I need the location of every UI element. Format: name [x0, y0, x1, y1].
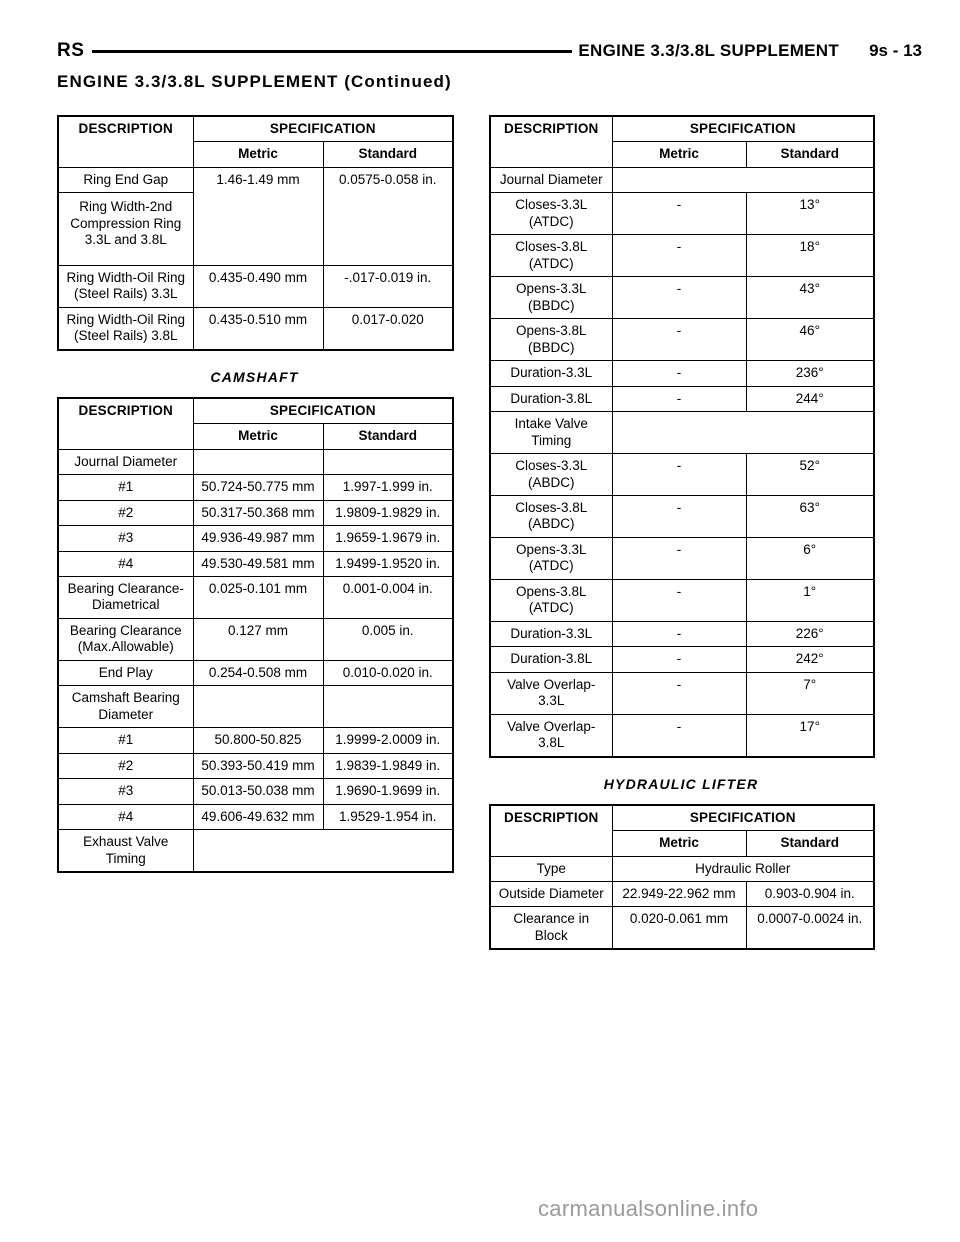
row-description: #3 — [58, 526, 193, 551]
row-metric: 50.013-50.038 mm — [193, 779, 323, 804]
table-row — [58, 449, 453, 474]
row-metric: 50.724-50.775 mm — [193, 475, 323, 500]
row-standard — [323, 449, 453, 474]
row-metric: 49.530-49.581 mm — [193, 551, 323, 576]
row-description: #3 — [58, 779, 193, 804]
hydraulic-lifter-table — [489, 804, 875, 951]
row-standard: 1.9809-1.9829 in. — [323, 500, 453, 525]
row-description: Ring Width-2nd Compression Ring 3.3L and 3.8L — [58, 193, 193, 265]
table-row — [58, 500, 453, 525]
row-description: Duration-3.8L — [490, 647, 612, 672]
row-merged-value: Hydraulic Roller — [612, 856, 874, 881]
row-description: Valve Overlap-3.8L — [490, 714, 612, 756]
row-metric: - — [612, 235, 746, 277]
col-header-standard: Standard — [746, 142, 874, 167]
row-description: #4 — [58, 804, 193, 829]
running-header — [57, 38, 923, 64]
row-standard: 0.005 in. — [323, 618, 453, 660]
table-row — [490, 621, 874, 646]
table-row — [58, 686, 453, 728]
row-metric: - — [612, 495, 746, 537]
row-standard: 0.010-0.020 in. — [323, 660, 453, 685]
left-column — [57, 115, 452, 873]
row-standard: -.017-0.019 in. — [323, 265, 453, 307]
table-row — [490, 193, 874, 235]
row-standard: 43° — [746, 277, 874, 319]
right-column — [489, 115, 873, 950]
row-metric: 0.025-0.101 mm — [193, 576, 323, 618]
section-title: ENGINE 3.3/3.8L SUPPLEMENT (Continued) — [57, 72, 452, 91]
table-row — [58, 475, 453, 500]
table-row — [490, 361, 874, 386]
table-row — [490, 647, 874, 672]
table-row — [58, 265, 453, 307]
row-metric: 49.936-49.987 mm — [193, 526, 323, 551]
row-description: Clearance in Block — [490, 907, 612, 949]
camshaft-caption: CAMSHAFT — [210, 368, 299, 385]
table-row — [58, 753, 453, 778]
row-description: Closes-3.3L (ABDC) — [490, 454, 612, 496]
row-standard: 6° — [746, 537, 874, 579]
row-standard: 17° — [746, 714, 874, 756]
row-description: Closes-3.8L (ATDC) — [490, 235, 612, 277]
table-row — [58, 167, 453, 192]
row-description: Exhaust Valve Timing — [58, 830, 193, 872]
row-standard: 1.9529-1.954 in. — [323, 804, 453, 829]
table-row — [490, 537, 874, 579]
table-header-row — [490, 116, 874, 142]
row-metric: 0.127 mm — [193, 618, 323, 660]
row-description: Duration-3.8L — [490, 386, 612, 411]
row-metric: 49.606-49.632 mm — [193, 804, 323, 829]
camshaft-timing-table — [489, 115, 875, 758]
row-description: Opens-3.8L (BBDC) — [490, 319, 612, 361]
row-standard: 1° — [746, 579, 874, 621]
col-header-metric: Metric — [193, 142, 323, 167]
row-metric: 0.435-0.510 mm — [193, 307, 323, 349]
camshaft-timing-body — [490, 167, 874, 756]
row-standard: 226° — [746, 621, 874, 646]
col-header-standard: Standard — [746, 831, 874, 856]
table-row — [490, 907, 874, 949]
col-header-description: DESCRIPTION — [490, 805, 612, 856]
row-description: Ring Width-Oil Ring (Steel Rails) 3.8L — [58, 307, 193, 349]
col-header-specification: SPECIFICATION — [193, 398, 453, 424]
row-description: Bearing Clearance-Diametrical — [58, 576, 193, 618]
row-standard: 1.997-1.999 in. — [323, 475, 453, 500]
row-standard: 0.903-0.904 in. — [746, 882, 874, 907]
table-row — [490, 495, 874, 537]
row-metric: - — [612, 386, 746, 411]
row-standard: 244° — [746, 386, 874, 411]
table-row — [58, 830, 453, 872]
row-description: Type — [490, 856, 612, 881]
table-row — [58, 576, 453, 618]
table-row — [490, 235, 874, 277]
col-header-metric: Metric — [193, 424, 323, 449]
row-standard: 0.0575-0.058 in. — [323, 167, 453, 265]
row-standard: 0.001-0.004 in. — [323, 576, 453, 618]
col-header-standard: Standard — [323, 424, 453, 449]
row-description: #2 — [58, 500, 193, 525]
row-standard: 236° — [746, 361, 874, 386]
row-standard: 1.9659-1.9679 in. — [323, 526, 453, 551]
camshaft-body — [58, 449, 453, 872]
table-row — [58, 307, 453, 349]
row-description: Opens-3.3L (BBDC) — [490, 277, 612, 319]
row-metric: - — [612, 672, 746, 714]
table-row — [490, 856, 874, 881]
hydraulic-lifter-body — [490, 856, 874, 949]
row-description: Closes-3.8L (ABDC) — [490, 495, 612, 537]
row-description: #2 — [58, 753, 193, 778]
row-metric: - — [612, 621, 746, 646]
table-header-row — [58, 398, 453, 424]
row-standard: 52° — [746, 454, 874, 496]
row-standard: 0.0007-0.0024 in. — [746, 907, 874, 949]
table-row — [490, 167, 874, 192]
table-row — [58, 660, 453, 685]
col-header-specification: SPECIFICATION — [612, 805, 874, 831]
row-standard: 1.9499-1.9520 in. — [323, 551, 453, 576]
table-header-group — [490, 805, 874, 856]
table-row — [58, 728, 453, 753]
row-metric: - — [612, 277, 746, 319]
row-metric — [193, 449, 323, 474]
row-metric: 0.020-0.061 mm — [612, 907, 746, 949]
row-metric: 50.317-50.368 mm — [193, 500, 323, 525]
row-description: #1 — [58, 728, 193, 753]
table-row — [490, 277, 874, 319]
row-metric: 22.949-22.962 mm — [612, 882, 746, 907]
row-description: Closes-3.3L (ATDC) — [490, 193, 612, 235]
row-description: Bearing Clearance (Max.Allowable) — [58, 618, 193, 660]
table-header-group — [58, 398, 453, 449]
row-description: #1 — [58, 475, 193, 500]
header-title: ENGINE 3.3/3.8L SUPPLEMENT — [578, 41, 840, 60]
row-description: Outside Diameter — [490, 882, 612, 907]
row-metric: - — [612, 647, 746, 672]
row-metric: - — [612, 454, 746, 496]
row-description: End Play — [58, 660, 193, 685]
row-standard: 63° — [746, 495, 874, 537]
row-standard: 13° — [746, 193, 874, 235]
ring-end-gap-table — [57, 115, 454, 351]
row-metric: 0.435-0.490 mm — [193, 265, 323, 307]
row-standard: 1.9839-1.9849 in. — [323, 753, 453, 778]
table-row — [490, 319, 874, 361]
row-description: Valve Overlap-3.3L — [490, 672, 612, 714]
row-standard: 7° — [746, 672, 874, 714]
col-header-metric: Metric — [612, 831, 746, 856]
row-metric: - — [612, 319, 746, 361]
table-row — [490, 386, 874, 411]
col-header-specification: SPECIFICATION — [193, 116, 453, 142]
row-metric: 1.46-1.49 mm — [193, 167, 323, 265]
table-row — [58, 779, 453, 804]
camshaft-table — [57, 397, 454, 873]
table-row — [58, 526, 453, 551]
hydraulic-lifter-caption: HYDRAULIC LIFTER — [603, 775, 759, 792]
row-standard — [323, 686, 453, 728]
row-description: #4 — [58, 551, 193, 576]
header-rule — [92, 50, 572, 53]
table-header-row — [58, 116, 453, 142]
row-metric: 50.393-50.419 mm — [193, 753, 323, 778]
row-standard: 1.9999-2.0009 in. — [323, 728, 453, 753]
row-standard: 1.9690-1.9699 in. — [323, 779, 453, 804]
col-header-standard: Standard — [323, 142, 453, 167]
row-metric: - — [612, 193, 746, 235]
table-row — [490, 672, 874, 714]
table-row — [58, 551, 453, 576]
col-header-description: DESCRIPTION — [58, 116, 193, 167]
row-standard: 0.017-0.020 — [323, 307, 453, 349]
table-row — [58, 618, 453, 660]
row-metric: 50.800-50.825 — [193, 728, 323, 753]
table-row — [490, 882, 874, 907]
header-left-code: RS — [57, 40, 85, 61]
table-row — [58, 804, 453, 829]
row-description: Opens-3.3L (ATDC) — [490, 537, 612, 579]
row-metric — [193, 686, 323, 728]
table-header-row — [490, 805, 874, 831]
row-metric: 0.254-0.508 mm — [193, 660, 323, 685]
col-header-description: DESCRIPTION — [490, 116, 612, 167]
row-description: Duration-3.3L — [490, 361, 612, 386]
row-standard: 18° — [746, 235, 874, 277]
row-description: Ring Width-Oil Ring (Steel Rails) 3.3L — [58, 265, 193, 307]
row-description: Journal Diameter — [58, 449, 193, 474]
watermark: carmanualsonline.info — [538, 1196, 759, 1221]
col-header-description: DESCRIPTION — [58, 398, 193, 449]
row-metric: - — [612, 714, 746, 756]
table-header-group — [490, 116, 874, 167]
row-description: Opens-3.8L (ATDC) — [490, 579, 612, 621]
page-number: 9s - 13 — [869, 41, 923, 60]
table-header-group — [58, 116, 453, 167]
table-row — [490, 714, 874, 756]
row-merged-value — [193, 830, 453, 872]
row-description: Duration-3.3L — [490, 621, 612, 646]
row-description: Intake Valve Timing — [490, 412, 612, 454]
col-header-metric: Metric — [612, 142, 746, 167]
row-metric: - — [612, 361, 746, 386]
row-metric: - — [612, 537, 746, 579]
row-merged-value — [612, 167, 874, 192]
row-standard: 46° — [746, 319, 874, 361]
table-row — [490, 454, 874, 496]
row-standard: 242° — [746, 647, 874, 672]
row-description: Camshaft Bearing Diameter — [58, 686, 193, 728]
ring-end-gap-body — [58, 167, 453, 349]
table-row — [490, 412, 874, 454]
row-merged-value — [612, 412, 874, 454]
row-description: Journal Diameter — [490, 167, 612, 192]
col-header-specification: SPECIFICATION — [612, 116, 874, 142]
row-description: Ring End Gap — [58, 167, 193, 192]
row-metric: - — [612, 579, 746, 621]
table-row — [490, 579, 874, 621]
